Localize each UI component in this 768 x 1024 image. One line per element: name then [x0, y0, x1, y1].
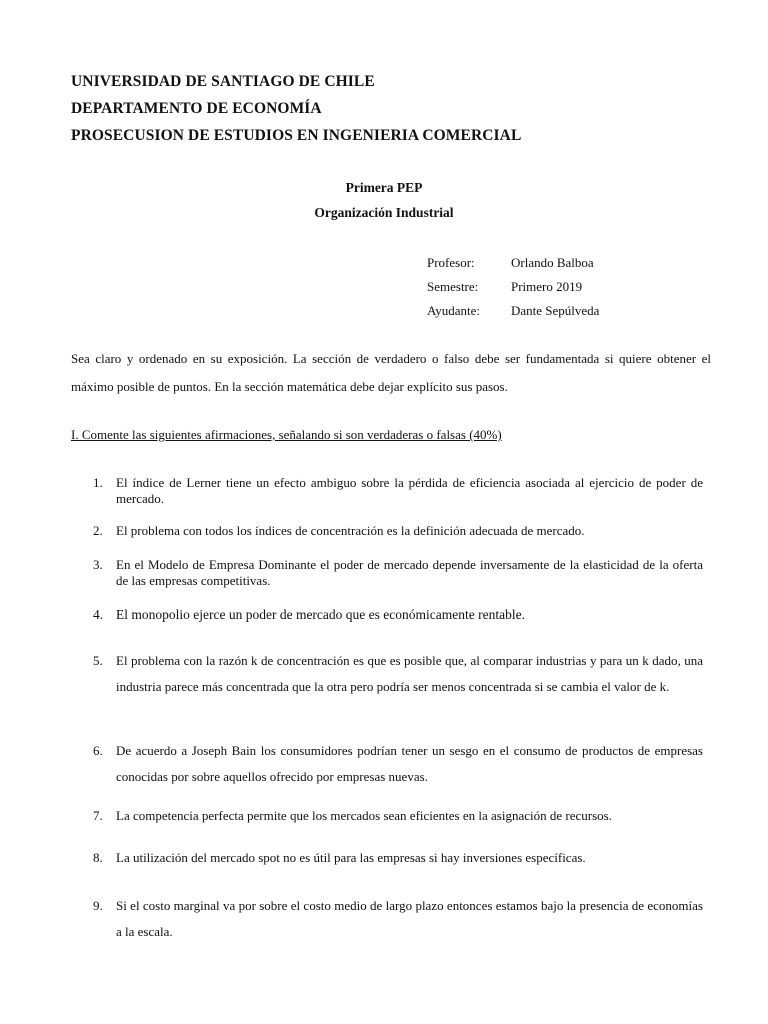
- item-number: 9.: [93, 898, 103, 913]
- assistant-value: Dante Sepúlveda: [511, 303, 600, 318]
- item-number: 1.: [93, 475, 103, 490]
- item-text: La competencia perfecta permite que los mercados sean eficientes en la asignación de recursos.: [116, 808, 612, 823]
- instructions-paragraph: Sea claro y ordenado en su exposición. La sección de verdadero o falso debe ser fundamentada si quiere obtener el máximo posible de puntos. En la sección matemática debe dejar explícito sus pasos.: [71, 351, 711, 394]
- item-text: El índice de Lerner tiene un efecto ambiguo sobre la pérdida de eficiencia asociada al ejercicio de poder de mercado.: [116, 475, 703, 506]
- program-name: PROSECUSION DE ESTUDIOS EN INGENIERIA COMERCIAL: [71, 127, 522, 144]
- section-title: I. Comente las siguientes afirmaciones, señalando si son verdaderas o falsas (40%): [71, 427, 502, 442]
- department-name: DEPARTAMENTO DE ECONOMÍA: [71, 100, 322, 117]
- item-number: 7.: [93, 808, 103, 823]
- item-text: De acuerdo a Joseph Bain los consumidores podrían tener un sesgo en el consumo de productos de empresas conocidas por sobre aquellos ofrecido por empresas nuevas.: [116, 743, 703, 784]
- list-item: [93, 893, 703, 947]
- list-item: [93, 557, 703, 591]
- list-item: [93, 607, 703, 625]
- item-text: En el Modelo de Empresa Dominante el poder de mercado depende inversamente de la elasticidad de la oferta de las empresas competitivas.: [116, 557, 703, 588]
- item-number: 8.: [93, 850, 103, 865]
- item-text: El problema con la razón k de concentración es que es posible que, al comparar industrias y para un k dado, una industria parece más concentrada que la otra pero podría ser menos concentrada si se cambia el valor de k.: [116, 653, 703, 694]
- item-text: La utilización del mercado spot no es útil para las empresas si hay inversiones específicas.: [116, 850, 586, 865]
- item-number: 5.: [93, 653, 103, 668]
- item-text: El problema con todos los índices de concentración es la definición adecuada de mercado.: [116, 523, 585, 538]
- item-number: 6.: [93, 743, 103, 758]
- exam-title: Primera PEP: [345, 180, 423, 195]
- item-number: 3.: [93, 557, 103, 572]
- list-item: [93, 803, 703, 831]
- semester-label: Semestre:: [427, 279, 479, 294]
- list-item: [93, 475, 703, 509]
- item-text: Si el costo marginal va por sobre el costo medio de largo plazo entonces estamos bajo la presencia de economías a la escala.: [116, 898, 703, 939]
- professor-value: Orlando Balboa: [511, 255, 594, 270]
- university-name: UNIVERSIDAD DE SANTIAGO DE CHILE: [71, 73, 375, 90]
- course-title: Organización Industrial: [314, 205, 454, 220]
- semester-value: Primero 2019: [511, 279, 583, 294]
- item-number: 2.: [93, 523, 103, 538]
- item-text: El monopolio ejerce un poder de mercado que es económicamente rentable.: [116, 607, 525, 622]
- professor-label: Profesor:: [427, 255, 475, 270]
- list-item: [93, 648, 703, 728]
- list-item: [93, 523, 703, 541]
- assistant-label: Ayudante:: [427, 303, 480, 318]
- item-number: 4.: [93, 607, 104, 622]
- list-item: [93, 738, 703, 792]
- list-item: [93, 845, 703, 873]
